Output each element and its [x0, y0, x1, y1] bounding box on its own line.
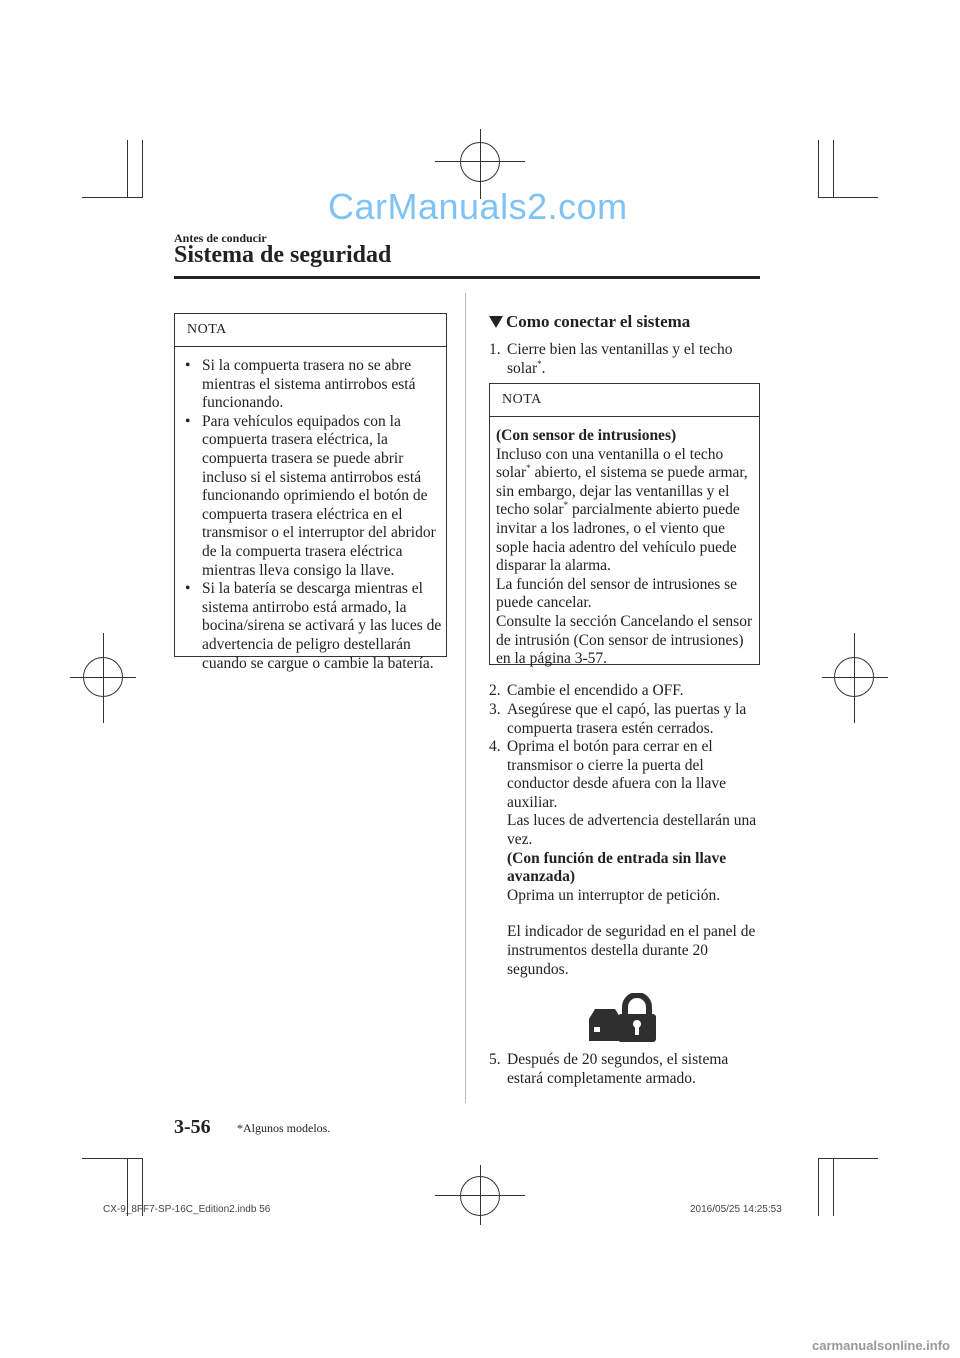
step-text-part: .: [541, 359, 546, 377]
print-file-info: CX-9_8FF7-SP-16C_Edition2.indb 56: [103, 1204, 271, 1215]
section-label: Antes de conducir: [174, 231, 267, 245]
bullet-marker: •: [185, 357, 191, 374]
note-bullet: [175, 357, 446, 413]
note-box: [489, 383, 760, 668]
step-number: 5.: [489, 1051, 501, 1068]
step-text: Después de 20 segundos, el sistema estará completamente armado.: [507, 1051, 729, 1087]
bullet-marker: •: [185, 412, 191, 430]
note-bullet-text: Si la batería se descarga mientras el sistema antirrobo está armado, la bocina/sirena se activará y las luces de advertencia de peligro destellarán cuando se cargue o cambie la batería.: [202, 580, 442, 672]
subsection-heading-text: Como conectar el sistema: [506, 312, 691, 331]
step-number: 4.: [489, 738, 501, 755]
step-3: [489, 701, 761, 738]
print-timestamp: 2016/05/25 14:25:53: [690, 1204, 782, 1215]
note-paragraph: Consulte la sección Cancelando el sensor de intrusión (Con sensor de intrusiones) en la página 3-57.: [496, 612, 753, 668]
note-text: abierto, el sistema se puede armar, sin embargo, dejar las ventanillas y el techo solar: [496, 464, 748, 519]
title-rule: [174, 276, 760, 279]
crop-mark: [82, 197, 142, 198]
asterisk-mark: *: [526, 463, 531, 474]
note-label: (Con sensor de intrusiones): [496, 427, 677, 444]
step-text: Cambie el encendido a OFF.: [507, 682, 684, 699]
registration-line: [480, 1165, 481, 1225]
bullet-marker: •: [185, 580, 191, 598]
security-indicator-icon: [585, 993, 659, 1043]
crop-mark: [82, 1158, 142, 1159]
note-box: [174, 313, 447, 672]
step-paragraph: Las luces de advertencia destellarán una vez.: [507, 812, 757, 848]
crop-mark: [142, 140, 143, 198]
crop-mark: [127, 140, 128, 198]
footnote: *Algunos modelos.: [237, 1121, 331, 1135]
note-paragraph: La función del sensor de intrusiones se puede cancelar.: [496, 575, 738, 612]
triangle-icon: [489, 316, 503, 328]
step-text: [489, 341, 761, 378]
watermark-logo: CarManuals2.com: [328, 186, 628, 227]
step-number: 2.: [489, 682, 501, 699]
step-paragraph: El indicador de seguridad en el panel de instrumentos destella durante 20 segundos.: [507, 923, 756, 978]
note-bullet: [175, 413, 446, 580]
step-5: [489, 1051, 761, 1088]
step-2: [489, 682, 761, 701]
note-bullet-text: Si la compuerta trasera no se abre mientras el sistema antirrobos está funcionando.: [202, 357, 416, 412]
crop-mark: [818, 1158, 878, 1159]
spacer: [507, 905, 761, 923]
crop-mark: [818, 140, 819, 198]
step-4: [489, 738, 761, 979]
step-paragraph: Oprima un interruptor de petición.: [507, 886, 721, 904]
note-text: parcialmente abierto puede invitar a los ladrones, o el viento que sople hacia adentro del vehículo puede disparar la alarma.: [496, 501, 740, 575]
page-number: 3-56: [174, 1116, 211, 1138]
note-bullet-text: Para vehículos equipados con la compuerta trasera eléctrica, la compuerta trasera se puede abrir incluso si el sistema antirrobos está funcionando oprimiendo el botón de compuerta trasera eléctrica en el transmisor o el interruptor del abridor de la compuerta trasera eléctrica mientras lleva consigo la llave.: [202, 412, 436, 579]
registration-line: [103, 633, 104, 723]
crop-mark: [818, 197, 878, 198]
note-paragraph: [496, 446, 754, 576]
crop-mark: [833, 140, 834, 198]
column-divider: [465, 293, 466, 1103]
asterisk-mark: *: [537, 358, 542, 369]
note-body: [175, 347, 446, 673]
step-text: [489, 738, 761, 979]
page-title: Sistema de seguridad: [174, 242, 392, 268]
note-bullet: [175, 580, 446, 673]
step-text-part: Cierre bien las ventanillas y el techo solar: [507, 341, 733, 377]
crop-mark: [833, 1158, 834, 1216]
asterisk-mark: *: [563, 500, 569, 511]
step-label: (Con función de entrada sin llave avanzada): [507, 849, 727, 886]
step-number: 3.: [489, 701, 501, 718]
note-body: [490, 417, 759, 669]
step-paragraph: Oprima el botón para cerrar en el transmisor o cierre la puerta del conductor desde afuera con la llave auxiliar.: [507, 738, 727, 811]
registration-line: [854, 633, 855, 723]
note-heading: NOTA: [175, 314, 446, 347]
note-heading: NOTA: [490, 384, 759, 417]
subsection-heading: [489, 312, 690, 332]
registration-line: [822, 677, 888, 678]
crop-mark: [818, 1158, 819, 1216]
note-text: Incluso con una ventanilla o el techo solar: [496, 445, 724, 482]
site-watermark: carmanualsonline.info: [812, 1338, 950, 1353]
step-text: Asegúrese que el capó, las puertas y la compuerta trasera estén cerrados.: [507, 701, 747, 737]
step-1: [489, 341, 761, 378]
step-number: 1.: [489, 341, 501, 358]
